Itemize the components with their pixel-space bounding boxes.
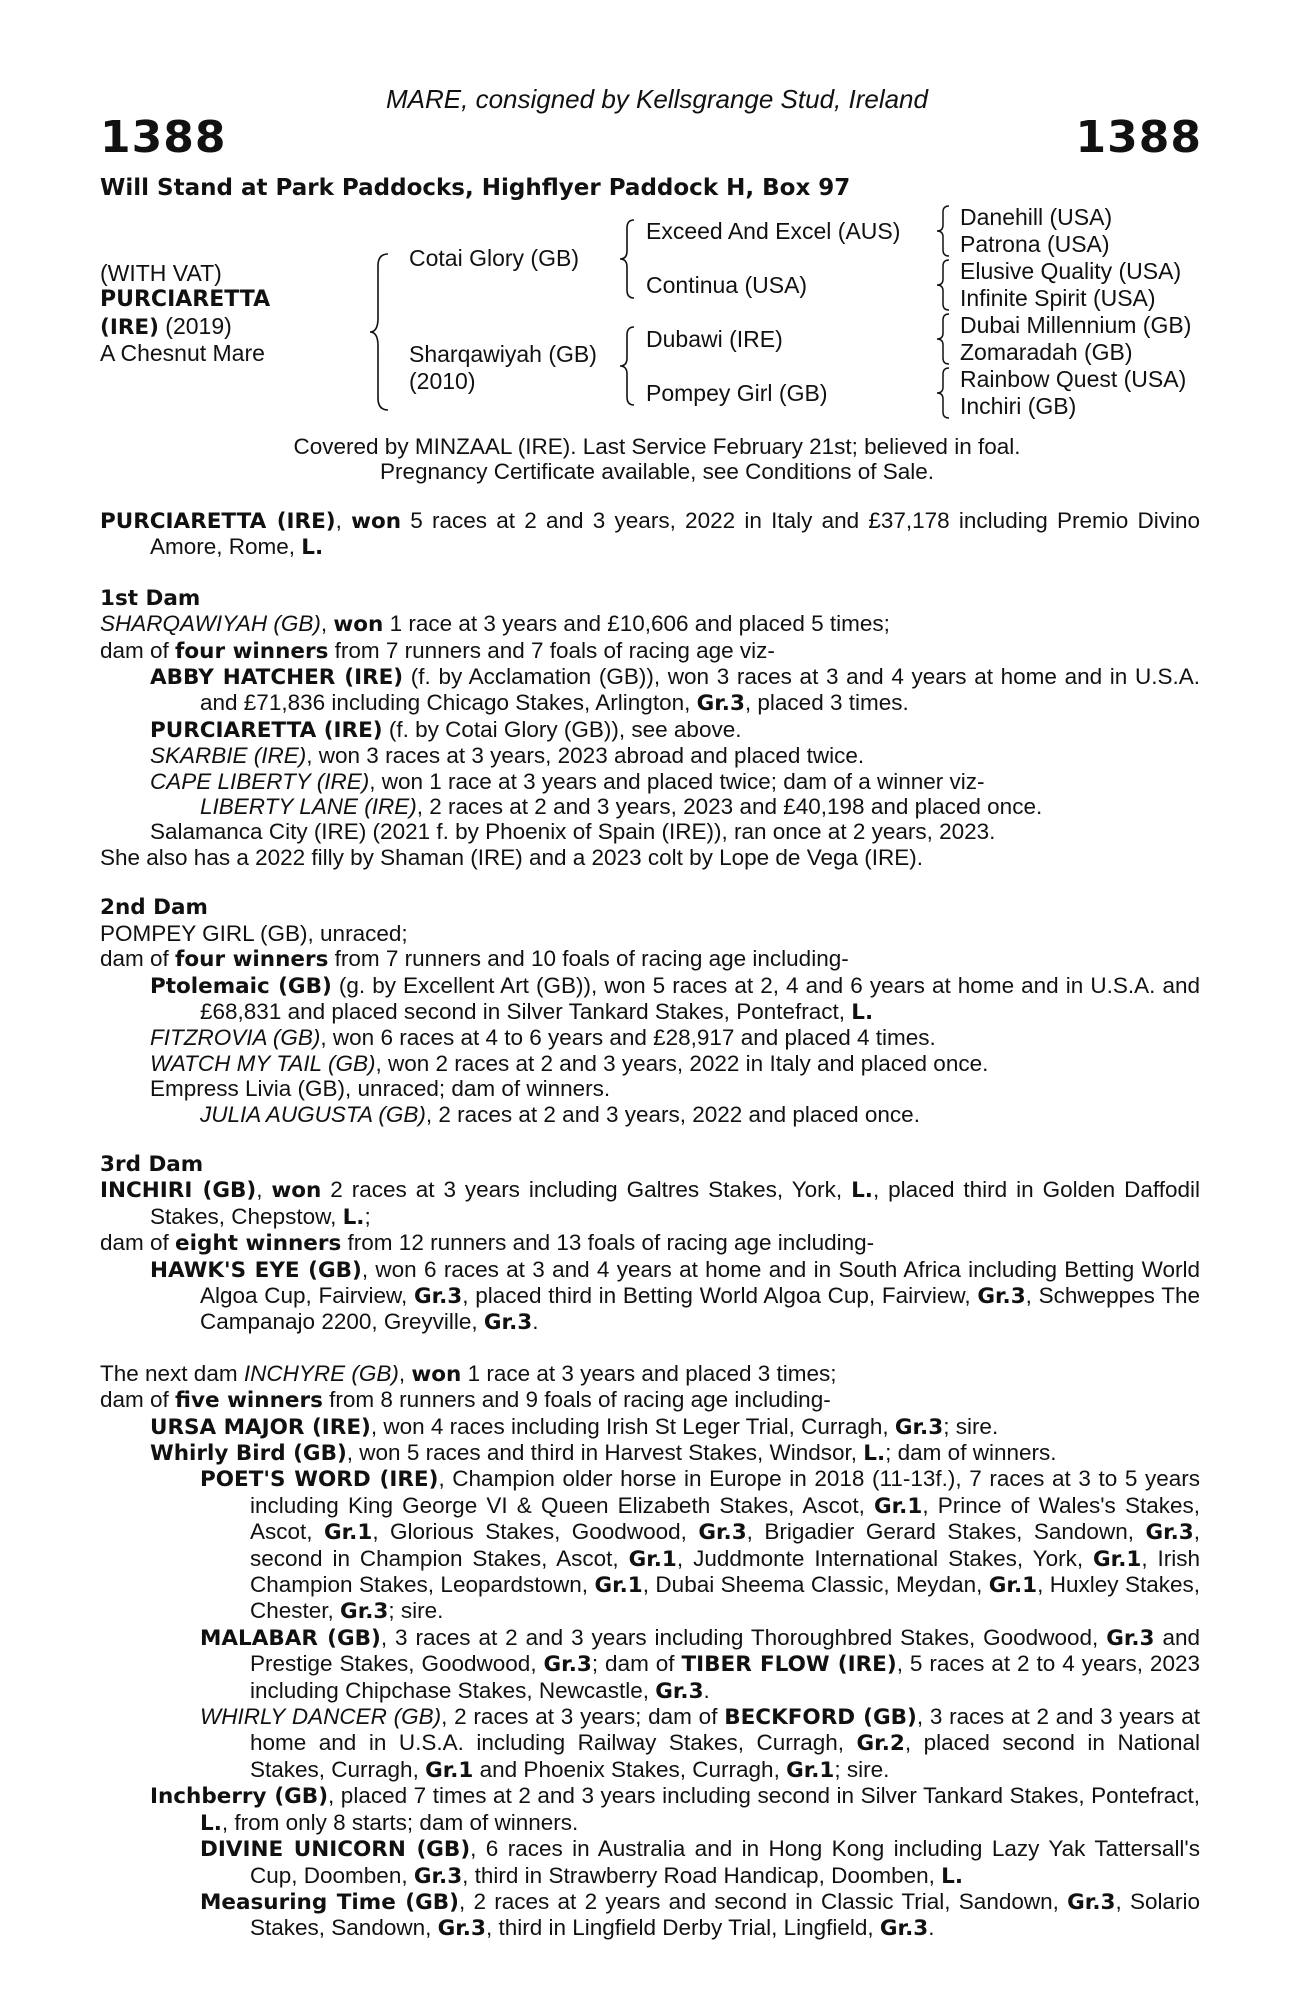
consignor-line: MARE, consigned by Kellsgrange Stud, Ireland [386,84,928,114]
list-item: POET'S WORD (IRE), Champion older horse in Europe in 2018 (11-13f.), 7 races at 3 to 5 years including King George VI & Queen Elizabeth Stakes, Ascot, Gr.1, Prince of Wales's Stakes, Ascot, Gr.1, Glorious Stakes, Goodwood, Gr.3, Brigadier Gerard Stakes, Sandown, Gr.3, second in Champion Stakes, Ascot, Gr.1, Juddmonte International Stakes, York, Gr.1, Irish Champion Stakes, Leopardstown, Gr.1, Dubai Sheema Classic, Meydan, Gr.1, Huxley Stakes, Chester, Gr.3; sire. [200,1466,1201,1625]
list-item: LIBERTY LANE (IRE), 2 races at 2 and 3 years, 2023 and £40,198 and placed once. [200,794,1043,820]
great-grandparent-1: Danehill (USA) [960,204,1113,230]
main-brace [368,252,392,412]
second-dam-produce: dam of four winners from 7 runners and 10 foals of racing age including- [100,946,849,973]
dam-line1: Sharqawiyah (GB) [409,341,597,367]
list-item: Inchberry (GB), placed 7 times at 2 and 3 years including second in Silver Tankard Stakes, Pontefract, L., from only 8 starts; dam of winners. [150,1783,1200,1836]
third-dam-line: INCHIRI (GB), won 2 races at 3 years including Galtres Stakes, York, L., placed third in Golden Daffodil Stakes, Chepstow, L.; [100,1177,1200,1230]
list-item: Ptolemaic (GB) (g. by Excellent Art (GB)), won 5 races at 2, 4 and 6 years at home and in U.S.A. and £68,831 and placed second in Silver Tankard Stakes, Pontefract, L. [150,972,1201,1025]
list-item: MALABAR (GB), 3 races at 2 and 3 years including Thoroughbred Stakes, Goodwood, Gr.3 and Prestige Stakes, Goodwood, Gr.3; dam of TIBER FLOW (IRE), 5 races at 2 to 4 years, 2023 including Chipchase Stakes, Newcastle, Gr.3. [200,1624,1200,1704]
first-dam-heading: 1st Dam [100,585,201,611]
list-item: Measuring Time (GB), 2 races at 2 years and second in Classic Trial, Sandown, Gr.3, Solario Stakes, Sandown, Gr.3, third in Lingfield Derby Trial, Lingfield, Gr.3. [200,1888,1201,1942]
horse-name: PURCIARETTA [100,287,271,312]
first-dam-also: She also has a 2022 filly by Shaman (IRE) and a 2023 colt by Lope de Vega (IRE). [100,844,923,870]
great-grandparent-5: Dubai Millennium (GB) [960,312,1192,338]
covering-line-1: Covered by MINZAAL (IRE). Last Service February 21st; believed in foal. [293,434,1021,459]
list-item: JULIA AUGUSTA (GB), 2 races at 2 and 3 years, 2022 and placed once. [200,1101,920,1127]
covering-note [0,434,1314,484]
great-grandparent-7: Rainbow Quest (USA) [960,366,1187,392]
list-item: SKARBIE (IRE), won 3 races at 3 years, 2023 abroad and placed twice. [150,743,865,769]
gp-brace-1 [935,204,953,258]
lot-number-left: 1388 [100,112,227,163]
lot-number-right: 1388 [1075,112,1202,163]
list-item: WHIRLY DANCER (GB), 2 races at 3 years; dam of BECKFORD (GB), 3 races at 2 and 3 years at home and in U.S.A. including Railway Stakes, Curragh, Gr.2, placed second in National Stakes, Curragh, Gr.1 and Phoenix Stakes, Curragh, Gr.1; sire. [200,1704,1200,1783]
great-grandparent-2: Patrona (USA) [960,231,1110,257]
list-item: FITZROVIA (GB), won 6 races at 4 to 6 years and £28,917 and placed 4 times. [150,1025,936,1051]
dam-brace [618,325,638,407]
first-dam-produce: dam of four winners from 7 runners and 7 foals of racing age viz- [100,637,775,664]
list-item: PURCIARETTA (IRE) (f. by Cotai Glory (GB)), see above. [150,716,742,743]
great-grandparent-3: Elusive Quality (USA) [960,258,1182,284]
list-item: Whirly Bird (GB), won 5 races and third in Harvest Stakes, Windsor, L.; dam of winners. [150,1440,1057,1466]
list-item: DIVINE UNICORN (GB), 6 races in Australia and in Hong Kong including Lazy Yak Tattersall's Cup, Doomben, Gr.3, third in Strawberry Road Handicap, Doomben, L. [200,1836,1200,1889]
dam-sire: Dubawi (IRE) [646,326,783,352]
list-item: CAPE LIBERTY (IRE), won 1 race at 3 years and placed twice; dam of a winner viz- [150,768,985,794]
sire: Cotai Glory (GB) [409,245,579,271]
summary-paragraph: PURCIARETTA (IRE), won 5 races at 2 and 3 years, 2022 in Italy and £37,178 including Premio Divino Amore, Rome, L. [100,508,1200,561]
horse-description: A Chesnut Mare [100,340,265,366]
catalogue-body [100,508,1200,1942]
great-grandparent-4: Infinite Spirit (USA) [960,285,1156,311]
stand-location: Will Stand at Park Paddocks, Highflyer Paddock H, Box 97 [100,175,851,201]
list-item: Empress Livia (GB), unraced; dam of winners. [150,1076,611,1102]
list-item: HAWK'S EYE (GB), won 6 races at 3 and 4 years at home and in South Africa including Betting World Algoa Cup, Fairview, Gr.3, placed third in Betting World Algoa Cup, Fairview, Gr.3, Schweppes The Campanajo 2200, Greyville, Gr.3. [150,1256,1200,1336]
dam-dam: Pompey Girl (GB) [646,380,828,406]
next-dam-line: The next dam INCHYRE (GB), won 1 race at 3 years and placed 3 times; [100,1360,837,1387]
second-dam-heading: 2nd Dam [100,895,208,921]
dam-line2: (2010) [409,368,476,394]
first-dam-line: SHARQAWIYAH (GB), won 1 race at 3 years and £10,606 and placed 5 times; [100,611,890,638]
great-grandparent-6: Zomaradah (GB) [960,339,1133,365]
list-item: Salamanca City (IRE) (2021 f. by Phoenix of Spain (IRE)), ran once at 2 years, 2023. [150,819,996,845]
gp-brace-2 [935,258,953,312]
list-item: WATCH MY TAIL (GB), won 2 races at 2 and 3 years, 2022 in Italy and placed once. [150,1050,989,1076]
vat-label: (WITH VAT) [100,260,222,286]
sire-brace [618,218,638,300]
gp-brace-4 [935,366,953,420]
sire-sire: Exceed And Excel (AUS) [646,218,901,244]
third-dam-heading: 3rd Dam [100,1151,204,1177]
horse-origin-year: (IRE) (2019) [100,313,232,340]
next-dam-produce: dam of five winners from 8 runners and 9 foals of racing age including- [100,1387,831,1414]
list-item: URSA MAJOR (IRE), won 4 races including Irish St Leger Trial, Curragh, Gr.3; sire. [150,1413,999,1440]
second-dam-line: POMPEY GIRL (GB), unraced; [100,920,408,946]
great-grandparent-8: Inchiri (GB) [960,393,1077,419]
third-dam-produce: dam of eight winners from 12 runners and 13 foals of racing age including- [100,1230,875,1257]
sire-dam: Continua (USA) [646,272,808,298]
covering-line-2: Pregnancy Certificate available, see Conditions of Sale. [379,459,935,484]
gp-brace-3 [935,312,953,366]
list-item: ABBY HATCHER (IRE) (f. by Acclamation (GB)), won 3 races at 3 and 4 years at home and in U.S.A. and £71,836 including Chicago Stakes, Arlington, Gr.3, placed 3 times. [150,664,1200,717]
